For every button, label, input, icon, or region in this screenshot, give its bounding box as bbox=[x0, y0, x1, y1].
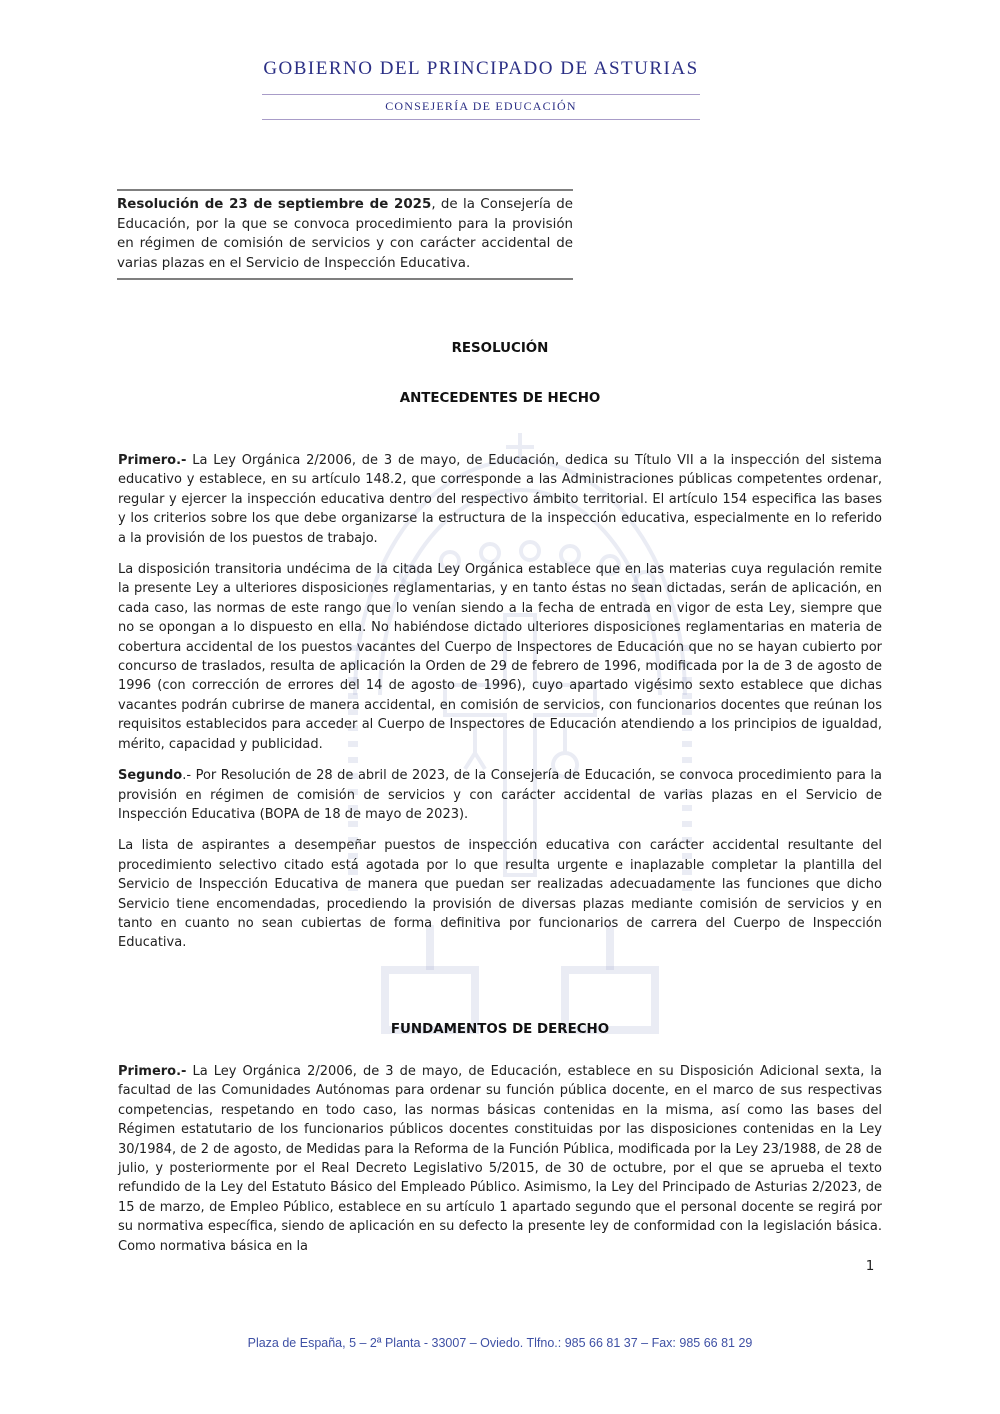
resolution-summary-lead: Resolución de 23 de septiembre de 2025 bbox=[117, 197, 432, 212]
bottom-rule bbox=[262, 119, 700, 120]
paragraph-fundamentos-primero bbox=[118, 1062, 882, 1256]
paragraph-text: La Ley Orgánica 2/2006, de 3 de mayo, de Educación, establece en su Disposición Adicional sexta, la facultad de las Comunidades Autónomas para ordenar su función pública docente, en el marco de sus respectivas competencias, respetando en todo caso, las normas básicas contenidas en la misma, así como las bases del Régimen estatutario de los funcionarios públicos docentes constituidas por las disposiciones contenidas en la Ley 30/1984, de 2 de agosto, de Medidas para la Reforma de la Función Pública, modificada por la Ley 23/1988, de 28 de julio, y posteriormente por el Real Decreto Legislativo 5/2015, de 30 de octubre, por el que se aprueba el texto refundido de la Ley del Estatuto Básico del Empleado Público. Asimismo, la Ley del Principado de Asturias 2/2023, de 15 de marzo, de Empleo Público, establece en su artículo 1 apartado segundo que el personal docente se regirá por su normativa específica, siendo de aplicación en su defecto la presente ley de conformidad con la legislación básica. Como normativa básica en la bbox=[118, 1064, 882, 1254]
antecedentes-section bbox=[118, 451, 882, 953]
department-block bbox=[262, 94, 700, 120]
heading-fundamentos: FUNDAMENTOS DE DERECHO bbox=[390, 1022, 610, 1037]
paragraph-antecedentes-primero bbox=[118, 451, 882, 548]
heading-resolucion: RESOLUCIÓN bbox=[451, 341, 549, 356]
paragraph-text: La Ley Orgánica 2/2006, de 3 de mayo, de Educación, dedica su Título VII a la inspección del sistema educativo y establece, en su artículo 148.2, que corresponde a las Administraciones públicas competentes ordenar, regular y ejercer la inspección educativa dentro del respectivo ámbito territorial. El artículo 154 especifica las bases y los criterios sobre los que debe organizarse la estructura de la inspección educativa, especialmente en lo referido a la provisión de los puestos de trabajo. bbox=[118, 453, 882, 546]
resolution-summary-text: , de la Consejería de Educación, por la que se convoca procedimiento para la provisión en régimen de comisión de servicios y con carácter accidental de varias plazas en el Servicio de Inspección Educativa. bbox=[117, 197, 573, 271]
paragraph-antecedentes-segundo bbox=[118, 766, 882, 824]
footer-address: Plaza de España, 5 – 2ª Planta - 33007 – Oviedo. Tlfno.: 985 66 81 37 – Fax: 985 66 81 29 bbox=[247, 1336, 753, 1350]
paragraph-text: La lista de aspirantes a desempeñar puestos de inspección educativa con carácter accidental resultante del procedimiento selectivo citado está agotada por lo que resulta urgente e inaplazable completar la plantilla del Servicio de Inspección Educativa de manera que puedan ser realizadas adecuadamente las funciones que dicho Servicio tiene encomendadas, procediendo la provisión de diversas plazas mediante comisión de servicios y en tanto en cuanto no sean cubiertas de forma definitiva por funcionarios de carrera del Cuerpo de Inspección Educativa. bbox=[118, 838, 882, 951]
paragraph-lead: Segundo bbox=[118, 768, 183, 784]
resolution-summary-box bbox=[117, 189, 573, 280]
fundamentos-section bbox=[118, 1062, 882, 1256]
page-number: 1 bbox=[865, 1258, 875, 1274]
paragraph-lead: Primero.- bbox=[118, 453, 187, 468]
paragraph-text: .- Por Resolución de 28 de abril de 2023, de la Consejería de Educación, se convoca procedimiento para la provisión en régimen de comisión de servicios y con carácter accidental de varias plazas en el Servicio de Inspección Educativa (BOPA de 18 de mayo de 2023). bbox=[118, 768, 882, 822]
paragraph-antecedentes-lista bbox=[118, 836, 882, 952]
heading-antecedentes: ANTECEDENTES DE HECHO bbox=[399, 391, 601, 406]
government-title: GOBIERNO DEL PRINCIPADO DE ASTURIAS bbox=[263, 58, 699, 79]
letterhead bbox=[162, 58, 800, 120]
paragraph-antecedentes-transitoria bbox=[118, 560, 882, 754]
paragraph-text: La disposición transitoria undécima de la citada Ley Orgánica establece que en las materias cuya regulación remite la presente Ley a ulteriores disposiciones reglamentarias, y en tanto éstas no sean dictadas, serán de aplicación, en cada caso, las normas de este rango que lo venían siendo a la fecha de entrada en vigor de esta Ley, siempre que no se opongan a lo dispuesto en ella. No habiéndose dictado ulteriores disposiciones reglamentarias en materia de cobertura accidental de los puestos vacantes del Cuerpo de Inspectores de Educación que no se hayan cubierto por concurso de traslados, resulta de aplicación la Orden de 29 de febrero de 1996, modificada por la de 3 de agosto de 1996 (con corrección de errores del 14 de agosto de 1996), cuyo apartado vigésimo sexto establece que dichas vacantes podrán cubrirse de manera accidental, en comisión de servicios, con funcionarios docentes que reúnan los requisitos establecidos para acceder al Cuerpo de Inspectores de Educación atendiendo a los principios de igualdad, mérito, capacidad y publicidad. bbox=[118, 562, 882, 752]
department-name: CONSEJERÍA DE EDUCACIÓN bbox=[385, 99, 577, 113]
paragraph-lead: Primero.- bbox=[118, 1064, 187, 1079]
